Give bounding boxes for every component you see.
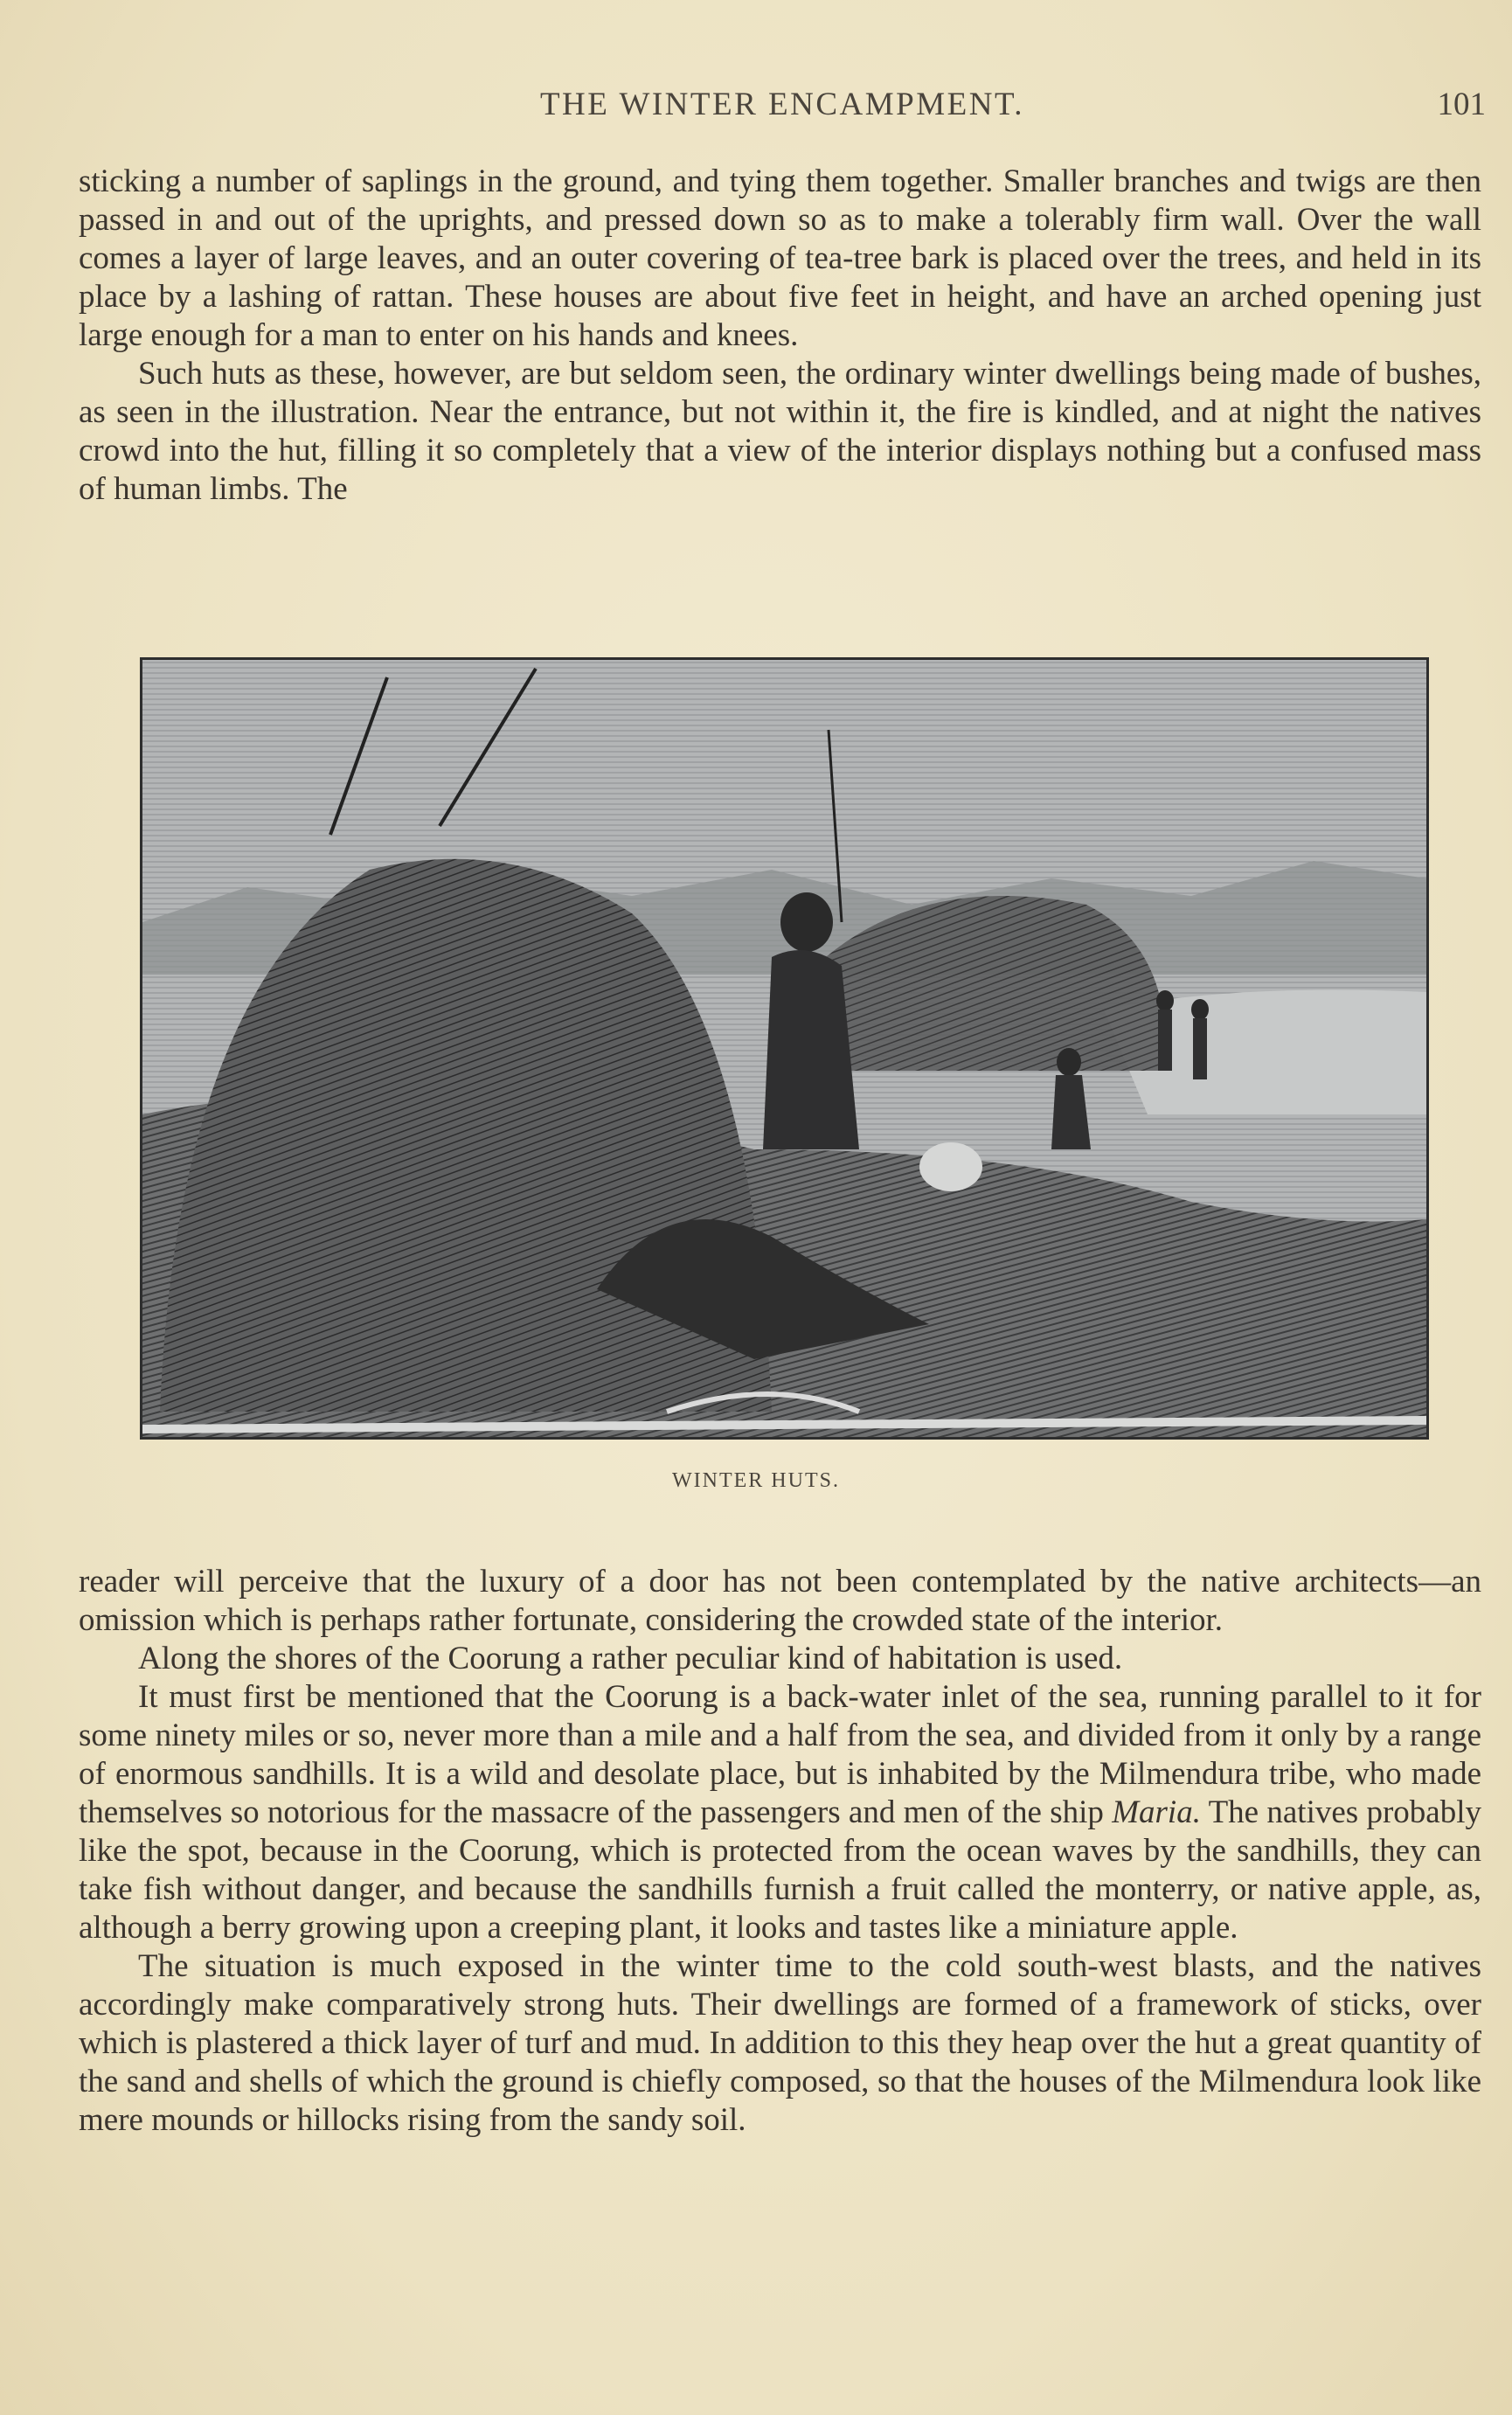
paragraph-text: It must first be mentioned that the Coorung is a back-water inlet of the sea, running parallel to it for some ninety miles or so, never more than a mile and a half from the sea, and divided from it only by a range of enormous sandhills. It is a wild and desolate place, but is inhabited by the Milmendura tribe, who made themselves so notorious for the massacre of the passengers and men of the ship bbox=[79, 1679, 1481, 1830]
text-block-top bbox=[79, 163, 1481, 509]
paragraph: Along the shores of the Coorung a rather peculiar kind of habitation is used. bbox=[138, 1641, 1123, 1676]
text-block-bottom bbox=[79, 1563, 1481, 2140]
ship-name: Maria. bbox=[1112, 1794, 1201, 1830]
paragraph: reader will perceive that the luxury of a door has not been contemplated by the native architects—an omission which is perhaps rather fortunate, considering the crowded state of the interior. bbox=[79, 1564, 1481, 1638]
paragraph: The situation is much exposed in the winter time to the cold south-west blasts, and the natives accordingly make comparatively strong huts. Their dwellings are formed of a framework of sticks, over which is plastered a thick layer of turf and mud. In addition to this they heap over the hut a great quantity of the sand and shells of which the ground is chiefly composed, so that the houses of the Milmendura look like mere mounds or hillocks rising from the sandy soil. bbox=[79, 1948, 1481, 2138]
running-title: THE WINTER ENCAMPMENT. bbox=[539, 87, 1025, 122]
page-number: 101 bbox=[1437, 87, 1486, 122]
paragraph: Such huts as these, however, are but seldom seen, the ordinary winter dwellings being made of bushes, as seen in the illustration. Near the entrance, but not within it, the fire is kindled, and at night the natives crowd into the hut, filling it so completely that a view of the interior displays nothing but a confused mass of human limbs. The bbox=[79, 356, 1481, 507]
paragraph: sticking a number of saplings in the ground, and tying them together. Smaller branches and twigs are then passed in and out of the uprights, and pressed down so as to make a tolerably firm wall. Over the wall comes a layer of large leaves, and an outer covering of tea-tree bark is placed over the trees, and held in its place by a lashing of rattan. These houses are about five feet in height, and have an arched opening just large enough for a man to enter on his hands and knees. bbox=[79, 163, 1481, 353]
figure-caption: WINTER HUTS. bbox=[672, 1469, 840, 1492]
running-head bbox=[79, 86, 1486, 129]
paragraph-text: The natives probably like the spot, because in the Coorung, which is protected from the ocean waves by the sandhills, they can take fish without danger, and because the sandhills furnish a fruit called the monterry, or native apple, as, although a berry growing upon a creeping plant, it looks and tastes like a miniature apple. bbox=[79, 1794, 1482, 1946]
winter-huts-engraving bbox=[140, 657, 1429, 1440]
paragraph bbox=[79, 1678, 1481, 1947]
